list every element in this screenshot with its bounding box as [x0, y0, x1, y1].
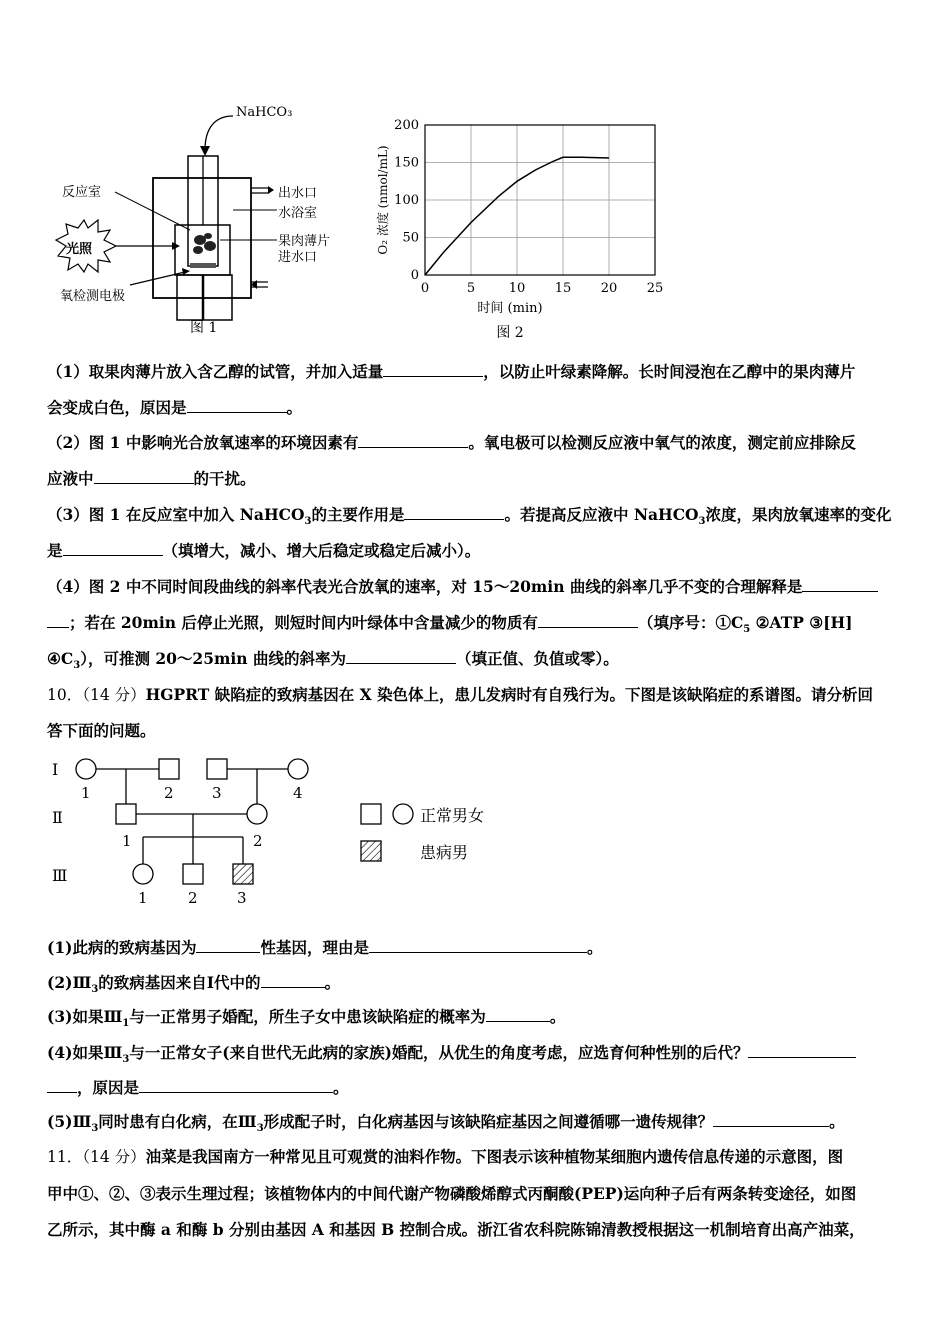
legend-normal-label: 正常男女	[420, 806, 485, 825]
II-2-female	[247, 804, 267, 824]
III-1-female	[133, 864, 153, 884]
q11-line1: 11．（14 分）油菜是我国南方一种常见且可观赏的油料作物。下图表示该种植物某细胞内遗传信息传递的示意图，图	[47, 1147, 844, 1166]
q10-part2: $(2)Ⅲ_3$的致病基因来自Ⅰ代中的 。	[47, 973, 341, 996]
q9-part1-line2: 会变成白色，原因是 。	[47, 398, 303, 417]
x-tick-label-3: 15	[554, 281, 572, 296]
y-tick-label-2: 100	[394, 193, 419, 208]
fig1-water-bath-label: 水浴室	[278, 206, 318, 221]
II-1-male	[116, 804, 136, 824]
q10-intro-line1: 10．（14 分）HGPRT 缺陷症的致病基因在 X 染色体上，患儿发病时有自残行为。下图是该缺陷症的系谱图。请分析回	[47, 685, 874, 704]
q9-part3-line2: 是 （填增大，减小、增大后稳定或稳定后减小）。	[47, 541, 481, 560]
q9-part2-line1: （2）图 1 中影响光合放氧速率的环境因素有 。氧电极可以检测反应液中氧气的浓度，测定前应排除反	[47, 433, 856, 452]
III-2-male	[183, 864, 203, 884]
I-3-number: 3	[212, 784, 222, 802]
gen-II-label: Ⅱ	[52, 808, 63, 827]
fig1-water-out-label: 出水口	[278, 186, 318, 201]
y-tick-label-1: 50	[402, 230, 419, 246]
I-1-number: 1	[81, 784, 91, 802]
gen-III-label: Ⅲ	[52, 866, 68, 885]
legend-female-icon	[393, 804, 413, 824]
q10-part1: (1)此病的致病基因为 性基因，理由是 。	[47, 938, 603, 957]
fig1-nahco3-label: NaHCO₃	[236, 105, 293, 120]
legend-affected-icon	[361, 841, 381, 861]
I-4-female	[288, 759, 308, 779]
q10-part4-line1: (4)如果$Ⅲ_3$与一正常女子(来自世代无此病的家族)婚配，从优生的角度考虑，应选育何种性别的后代？	[47, 1043, 907, 1070]
fig1-pulp-label: 果肉薄片	[278, 234, 331, 249]
fig1-water-in-label: 进水口	[278, 250, 318, 265]
I-3-male	[207, 759, 227, 779]
pedigree-chart	[40, 752, 520, 912]
q11-line3: 乙所示，其中酶 a 和酶 b 分别由基因 A 和基因 B 控制合成。浙江省农科院陈锦清教授根据这一机制培育出高产油菜，	[47, 1220, 865, 1239]
x-tick-label-5: 25	[646, 281, 664, 296]
y-tick-label-0: 0	[410, 268, 419, 283]
q10-part5: $(5)Ⅲ_3$同时患有白化病，在$Ⅲ_3$形成配子时，白化病基因与该缺陷症基因之间遵循哪一遗传规律？ 。	[47, 1112, 845, 1135]
III-2-number: 2	[188, 889, 198, 907]
y-tick-label-4: 200	[394, 118, 419, 133]
II-2-number: 2	[253, 832, 263, 850]
q10-part3: (3)如果$Ⅲ_1$与一正常男子婚配，所生子女中患该缺陷症的概率为 。	[47, 1007, 566, 1030]
III-1-number: 1	[138, 889, 148, 907]
I-2-number: 2	[164, 784, 174, 802]
q11-line2: 甲中①、②、③表示生理过程；该植物体内的中间代谢产物磷酸烯醇式丙酮酸(PEP)运向种子后有两条转变途径，如图	[47, 1184, 857, 1203]
q9-part4-line2: ；若在 20min 后停止光照，则短时间内叶绿体中含量减少的物质有 （填序号：$①C_5$ ②ATP ③[H]	[47, 613, 907, 640]
III-3-affected-male	[233, 864, 253, 884]
q9-part1-line1: （1）取果肉薄片放入含乙醇的试管，并加入适量 ，以防止叶绿素降解。长时间浸泡在乙醇中的果肉薄片	[47, 362, 856, 381]
fig1-electrode-label: 氧检测电极	[60, 289, 126, 304]
q10-part4-line2: ，原因是 。	[47, 1078, 907, 1098]
q9-part3-line1: （3）图 1 在反应室中加入 NaHCO$_3$的主要作用是 。若提高反应液中 NaHCO$_3$浓度，果肉放氧速率的变化	[47, 505, 892, 528]
I-4-number: 4	[293, 784, 303, 802]
legend-affected-label: 患病男	[420, 843, 469, 862]
gen-I-label: Ⅰ	[52, 760, 59, 779]
fig1-caption: 图 1	[190, 320, 218, 336]
figure-2-chart	[370, 110, 670, 340]
I-2-male	[159, 759, 179, 779]
y-axis-label: O₂ 浓度 (nmol/mL)	[376, 145, 390, 255]
x-tick-label-1: 5	[466, 281, 476, 296]
q9-part2-line2: 应液中 的干扰。	[47, 469, 256, 488]
q9-part4-line3: $④C_3$），可推测 20～25min 曲线的斜率为 （填正值、负值或零）。	[47, 649, 619, 672]
II-1-number: 1	[122, 832, 132, 850]
legend-male-icon	[361, 804, 381, 824]
x-tick-label-0: 0	[420, 281, 430, 296]
x-tick-label-4: 20	[600, 281, 618, 296]
q9-part4-line1: （4）图 2 中不同时间段曲线的斜率代表光合放氧的速率，对 15～20min 曲线的斜率几乎不变的合理解释是	[47, 577, 907, 597]
q10-intro-line2: 答下面的问题。	[47, 721, 156, 740]
III-3-number: 3	[237, 889, 247, 907]
fig2-caption: 图 2	[496, 325, 524, 340]
y-tick-label-3: 150	[394, 155, 419, 171]
fig1-light-label: 光照	[66, 242, 93, 257]
I-1-female	[76, 759, 96, 779]
x-tick-label-2: 10	[508, 281, 526, 296]
x-axis-label: 时间 (min)	[477, 301, 543, 316]
fig1-reaction-chamber-label: 反应室	[62, 185, 102, 200]
